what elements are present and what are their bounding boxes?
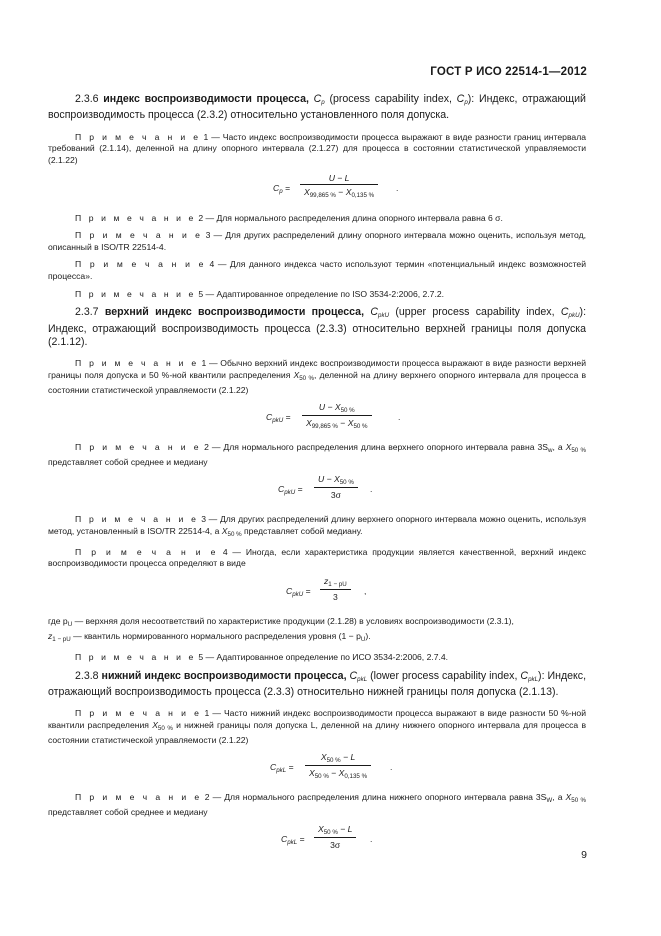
note-2-3-7-4: П р и м е ч а н и е 4 — Иногда, если характеристика продукции является качественной, верхний индекс воспроизводимости процесса определяют в виде: [48, 546, 586, 569]
note-2-3-7-5: П р и м е ч а н и е 5 — Адаптированное определение по ИСО 3534-2:2006, 2.7.4.: [75, 651, 449, 662]
formula-cpkl-1: $C_{pkL}$ = $\frac{X_{50 \%} - L}{X_{50 \%} - X_{0,135 \%}}$ .: [270, 752, 393, 781]
definition-2-3-7: 2.3.7 верхний индекс воспроизводимости процесса, $C_{pkU}$ (upper process capability index, $C_{pkU}$): Индекс, отражающий воспроизводимость процесса (2.3.3) относительно верхней границы поля допуска (2.1.12).: [48, 306, 587, 348]
formula-cpku-3: $C_{pkU}$ = $\frac{z_{1 - pU}}{3}$ ,: [286, 575, 367, 602]
term-name: нижний индекс воспроизводимости процесса,: [101, 669, 347, 682]
term-english: (upper process capability index,: [395, 306, 555, 319]
formula-cpku-1: $C_{pkU}$ = $\frac{U - X_{50 \%}}{X_{99,865 \%} - X_{50 \%}}$ .: [266, 402, 401, 431]
definition-2-3-8: 2.3.8 нижний индекс воспроизводимости процесса, $C_{pkL}$ (lower process capability index, $C_{pkL}$): Индекс, отражающий воспроизводимость процесса (2.3.3) относительно нижней границы поля допуска (2.1.13).: [48, 669, 587, 698]
note-2-3-6-2: П р и м е ч а н и е 2 — Для нормального распределения длина опорного интервала равна 6 σ.: [75, 212, 503, 223]
denominator: $X_{99,865 \%} - X_{0,135 \%}$: [300, 184, 378, 199]
definition-2-3-6: 2.3.6 индекс воспроизводимости процесса, $C_p$ (process capability index, $C_p$): Индекс, отражающий воспроизводимость процесса (2.3.2) относительно установленного поля допуска.: [48, 93, 586, 122]
document-code-header: ГОСТ Р ИСО 22514-1—2012: [430, 66, 587, 78]
fraction: [300, 173, 378, 199]
clause-number: 2.3.6: [75, 93, 99, 105]
fraction: $\frac{U - X_{50 \%}}{X_{99,865 \%} - X_{50 \%}}$: [302, 402, 372, 430]
note-2-3-7-2: П р и м е ч а н и е 2 — Для нормального распределения длина верхнего опорного интервала равна $3S_w$, а $X_{50 \%}$ представляет собой среднее и медиану: [48, 442, 586, 467]
note-2-3-6-4: П р и м е ч а н и е 4 — Для данного индекса часто используют термин «потенциальный индекс возможностей процесса».: [48, 259, 587, 281]
term-name: индекс воспроизводимости процесса,: [103, 93, 309, 105]
term-english: (process capability index,: [329, 93, 452, 105]
term-name: верхний индекс воспроизводимости процесса,: [104, 306, 365, 319]
term-symbol: C: [313, 93, 322, 105]
where-line-1: где $p_U$ — верхняя доля несоответствий по характеристике продукции (2.1.28) в условиях воспроизводимости (2.3.1),: [48, 615, 514, 628]
term-symbol: C: [370, 306, 379, 319]
term-english: (lower process capability index,: [370, 669, 518, 682]
formula-cpku-2: $C_{pkU}$ = $\frac{U - X_{50 \%}}{3\sigma}$ .: [278, 474, 373, 501]
note-2-3-6-5: П р и м е ч а н и е 5 — Адаптированное определение по ISO 3534-2:2006, 2.7.2.: [75, 288, 444, 299]
formula-cpkl-2: $C_{pkL}$ = $\frac{X_{50 \%} - L}{3\sigma}$ .: [281, 824, 373, 851]
note-2-3-6-3: П р и м е ч а н и е 3 — Для других распределений длину опорного интервала можно оценить, используя метод, описанный в ISO/TR 22514-4.: [48, 230, 587, 252]
note-2-3-8-2: П р и м е ч а н и е 2 — Для нормального распределения длина нижнего опорного интервала равна $3S_W$, а $X_{50 \%}$ представляет собой среднее и медиану: [48, 792, 587, 817]
note-2-3-6-1: П р и м е ч а н и е 1 — Часто индекс воспроизводимости процесса выражают в виде разности границ интервала требований (2.1.14), деленной на длину опорного интервала (2.1.27) для процесса в состоянии статистической управляемости (2.1.22): [48, 131, 586, 165]
page-number: 9: [581, 849, 587, 861]
where-line-2: $z_{1 - pU}$ — квантиль нормированного нормального распределения уровня $(1 - p_U)$.: [48, 631, 371, 644]
formula-cp: $C_p$ = $\frac{U - L}{X_{99,865 \%} - X_{0,135 \%}}$ .: [273, 172, 399, 199]
term-definition: ): Индекс, отражающий воспроизводимость процесса (2.3.2) относительно установленного поля допуска.: [48, 93, 586, 122]
document-body: [48, 93, 586, 864]
note-2-3-7-3: П р и м е ч а н и е 3 — Для других распределений длину верхнего опорного интервала можно оценить, используя метод, установленный в ISO/TR 22514-4, а $X_{50 \%}$ представляет собой медиану.: [48, 514, 586, 538]
clause-number: 2.3.8: [75, 669, 99, 682]
note-2-3-7-1: П р и м е ч а н и е 1 — Обычно верхний индекс воспроизводимости процесса выражают в виде разности верхней границы поля допуска и 50 %-ной квантили распределения $X_{50 \%}$, деленной на длину верхнего опорного интервала для процесса в состоянии статистической управляемости (2.1.22): [48, 358, 587, 395]
numerator: U − L: [328, 172, 350, 183]
term-definition: ): Индекс, отражающий воспроизводимость процесса (2.3.3) относительно верхней границы поля допуска (2.1.12).: [48, 306, 587, 348]
clause-number: 2.3.7: [75, 306, 99, 319]
term-definition: ): Индекс, отражающий воспроизводимость процесса (2.3.3) относительно нижней границы поля допуска (2.1.13).: [48, 669, 587, 698]
term-symbol: C: [349, 669, 358, 682]
note-2-3-8-1: П р и м е ч а н и е 1 — Часто нижний индекс воспроизводимости процесса выражают в виде разности 50 %-ной квантили распределения $X_{50 \%}$ и нижней границы поля допуска L, деленной на длину нижнего опорного интервала для процесса в состоянии статистической управляемости (2.1.22): [48, 708, 587, 745]
